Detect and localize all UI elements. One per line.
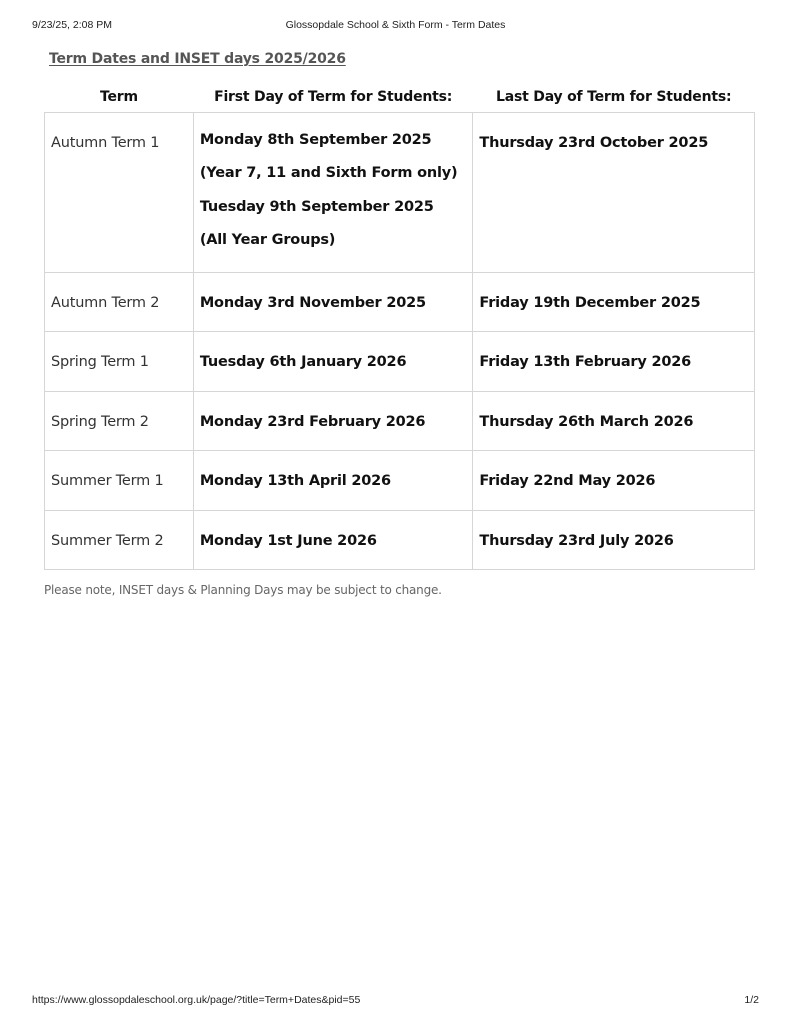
term-cell (45, 332, 194, 392)
last-day-cell (473, 112, 755, 272)
last-day-cell (473, 332, 755, 392)
last-day-cell (473, 510, 755, 570)
page-number: 1/2 (744, 994, 759, 1006)
last-day-text: Thursday 23rd July 2026 (479, 532, 674, 549)
first-day-cell (193, 451, 473, 511)
last-day-text: Friday 13th February 2026 (479, 354, 692, 370)
term-name: Spring Term 2 (51, 413, 149, 430)
term-name: Autumn Term 1 (51, 134, 160, 151)
table-header-row (45, 82, 755, 112)
first-day-cell (193, 510, 473, 570)
print-date-time: 9/23/25, 2:08 PM (32, 19, 112, 31)
first-day-cell (193, 272, 473, 332)
term-name: Summer Term 1 (51, 473, 164, 489)
term-cell (45, 510, 194, 570)
table-row (45, 332, 755, 392)
page-title: Term Dates and INSET days 2025/2026 (49, 51, 346, 67)
first-day-line: Monday 8th September 2025 (199, 131, 432, 148)
first-day-cell (193, 112, 473, 272)
last-day-cell (473, 451, 755, 511)
first-day-line: (Year 7, 11 and Sixth Form only) (199, 165, 458, 181)
last-day-cell (473, 391, 755, 451)
term-cell (45, 112, 194, 272)
term-dates-table (44, 82, 755, 570)
term-cell (45, 391, 194, 451)
header-last-day: Last Day of Term for Students: (496, 88, 732, 105)
first-day-text: Monday 3rd November 2025 (199, 294, 426, 311)
last-day-cell (473, 272, 755, 332)
first-day-text: Monday 23rd February 2026 (199, 413, 426, 430)
term-cell (45, 451, 194, 511)
first-day-text: Tuesday 6th January 2026 (199, 354, 407, 370)
last-day-text: Thursday 26th March 2026 (479, 413, 694, 430)
first-day-line: (All Year Groups) (199, 232, 336, 248)
first-day-cell (193, 332, 473, 392)
table-row (45, 510, 755, 570)
term-name: Autumn Term 2 (51, 294, 160, 311)
table-row (45, 391, 755, 451)
last-day-text: Thursday 23rd October 2025 (479, 134, 709, 151)
term-cell (45, 272, 194, 332)
term-name: Spring Term 1 (51, 354, 149, 370)
header-first-day: First Day of Term for Students: (214, 88, 453, 105)
last-day-text: Friday 19th December 2025 (479, 294, 701, 311)
page-url: https://www.glossopdaleschool.org.uk/page/?title=Term+Dates&pid=55 (32, 994, 361, 1006)
header-term: Term (99, 88, 138, 105)
first-day-line: Tuesday 9th September 2025 (199, 198, 434, 215)
disclaimer-note: Please note, INSET days & Planning Days may be subject to change. (44, 583, 442, 597)
first-day-cell (193, 391, 473, 451)
first-day-text: Monday 13th April 2026 (199, 473, 391, 489)
table-row (45, 112, 755, 272)
last-day-text: Friday 22nd May 2026 (479, 473, 656, 489)
print-footer (0, 994, 791, 1008)
print-header (0, 19, 791, 33)
table-row (45, 451, 755, 511)
term-name: Summer Term 2 (51, 532, 164, 549)
table-row (45, 272, 755, 332)
first-day-text: Monday 1st June 2026 (199, 532, 377, 549)
print-document-title: Glossopdale School & Sixth Form - Term Dates (285, 19, 506, 31)
